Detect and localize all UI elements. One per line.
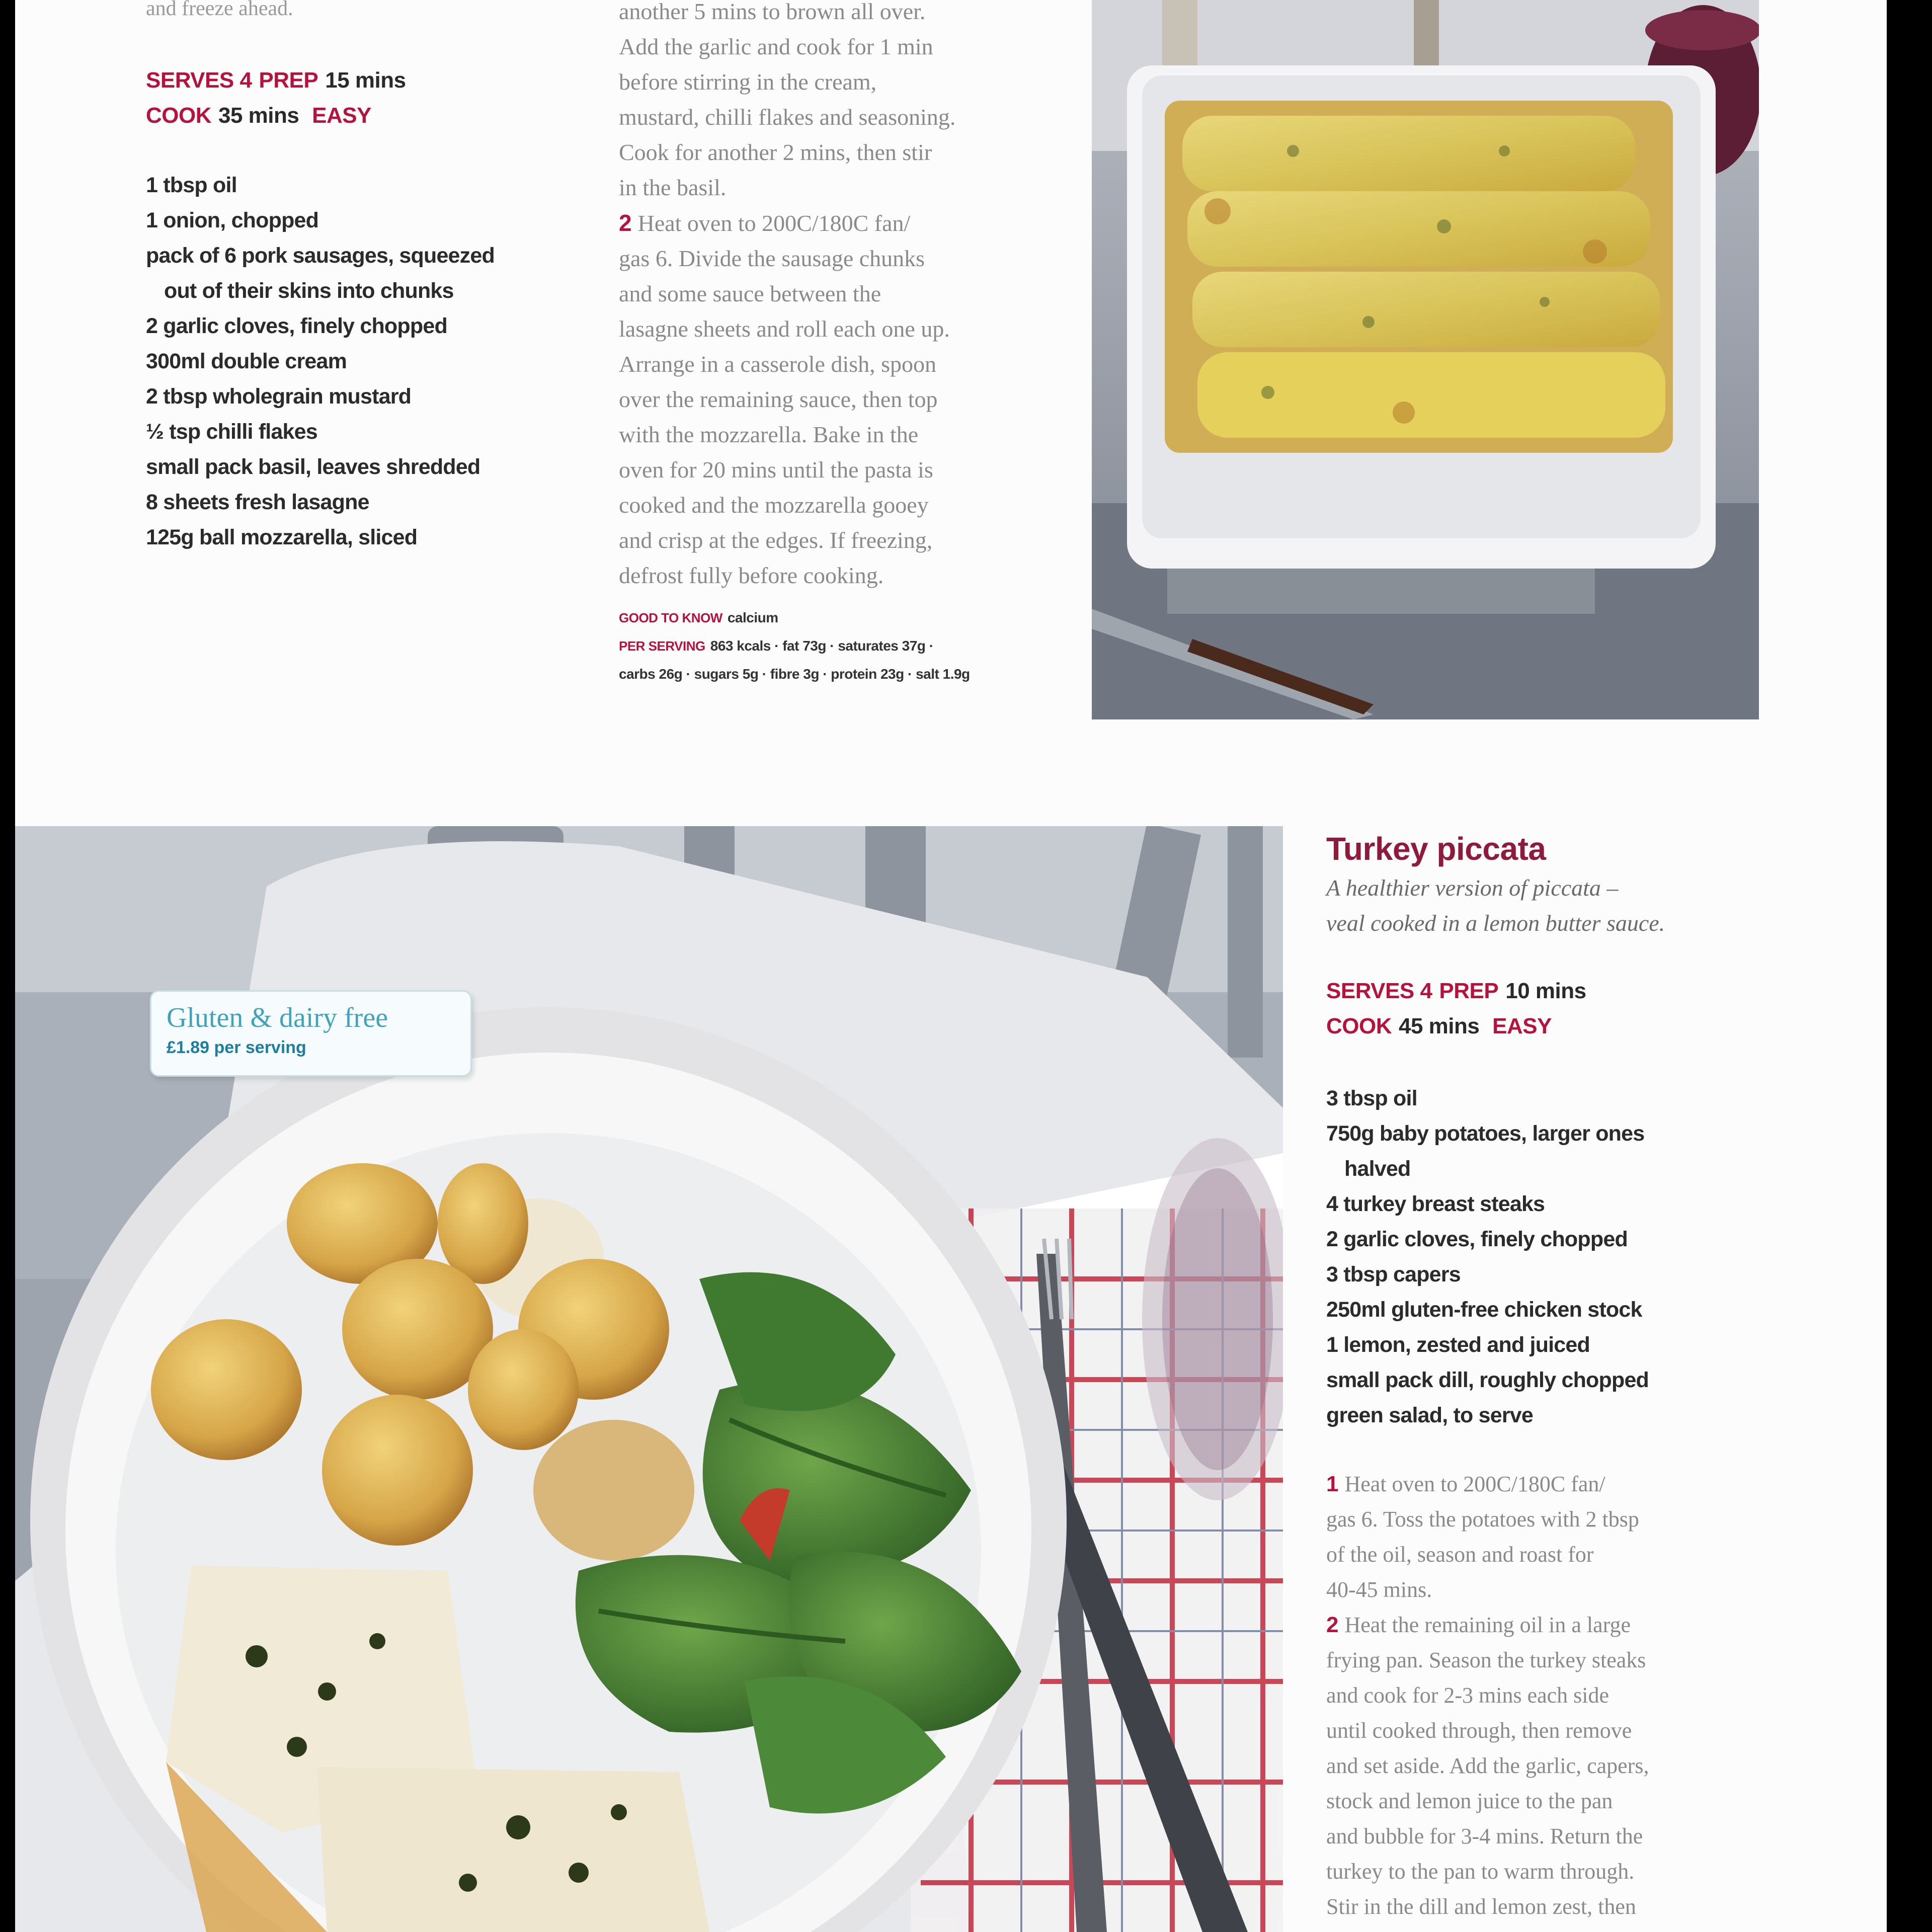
recipe1-prep-value: 15 mins bbox=[325, 68, 406, 93]
ingredient-item: small pack basil, leaves shredded bbox=[146, 455, 480, 479]
ingredient-item: 2 tbsp wholegrain mustard bbox=[146, 384, 412, 409]
ingredient-item: pack of 6 pork sausages, squeezed bbox=[146, 244, 495, 268]
gluten-dairy-free-badge bbox=[150, 990, 472, 1077]
method-line: Add the garlic and cook for 1 min bbox=[619, 34, 933, 59]
recipe1-times bbox=[146, 63, 406, 133]
intro-line: A healthier version of piccata – bbox=[1326, 875, 1619, 901]
method-line: mustard, chilli flakes and seasoning. bbox=[619, 104, 956, 130]
nutrition-line: carbs 26g · sugars 5g · fibre 3g · protein 23g · salt 1.9g bbox=[619, 666, 970, 682]
recipe1-difficulty: EASY bbox=[312, 103, 371, 128]
recipe1-nutrition bbox=[619, 604, 970, 688]
good-to-know-value: calcium bbox=[727, 610, 778, 625]
method-line: until cooked through, then remove bbox=[1326, 1718, 1632, 1743]
ingredient-item: 4 turkey breast steaks bbox=[1326, 1192, 1545, 1216]
step-number: 2 bbox=[619, 210, 632, 236]
ingredient-item: 1 tbsp oil bbox=[146, 173, 237, 197]
recipe1-cook-value: 35 mins bbox=[218, 103, 299, 128]
method-line: oven for 20 mins until the pasta is bbox=[619, 457, 933, 482]
badge-title: Gluten & dairy free bbox=[167, 1002, 388, 1033]
recipe2-ingredients bbox=[1326, 1081, 1649, 1433]
method-line: before stirring in the cream, bbox=[619, 69, 877, 95]
method-line: and set aside. Add the garlic, capers, bbox=[1326, 1753, 1649, 1778]
recipe1-cook-label: COOK bbox=[146, 103, 211, 128]
ingredient-item: 1 lemon, zested and juiced bbox=[1326, 1333, 1590, 1357]
ingredient-item: ½ tsp chilli flakes bbox=[146, 420, 317, 444]
recipe2-intro bbox=[1326, 870, 1665, 941]
recipe2-prep-label: PREP bbox=[1439, 979, 1499, 1003]
method-line: stock and lemon juice to the pan bbox=[1326, 1789, 1613, 1813]
method-line: of the oil, season and roast for bbox=[1326, 1542, 1594, 1567]
recipe2-cook-label: COOK bbox=[1326, 1014, 1392, 1038]
method-line: gas 6. Toss the potatoes with 2 tbsp bbox=[1326, 1507, 1639, 1532]
magazine-page bbox=[15, 0, 1887, 1932]
nutrition-line: 863 kcals · fat 73g · saturates 37g · bbox=[710, 638, 934, 654]
ingredient-item: 2 garlic cloves, finely chopped bbox=[1326, 1227, 1628, 1251]
method-line: Heat oven to 200C/180C fan/ bbox=[637, 210, 911, 236]
ingredient-item: halved bbox=[1344, 1157, 1411, 1181]
method-line: 40-45 mins. bbox=[1326, 1577, 1432, 1602]
method-line: lasagne sheets and roll each one up. bbox=[619, 316, 950, 342]
method-line: turkey to the pan to warm through. bbox=[1326, 1859, 1635, 1884]
ingredient-item: 2 garlic cloves, finely chopped bbox=[146, 314, 447, 338]
recipe2-prep-value: 10 mins bbox=[1505, 979, 1586, 1003]
method-line: cooked and the mozzarella gooey bbox=[619, 492, 929, 518]
step-number: 1 bbox=[1326, 1472, 1339, 1496]
ingredient-item: small pack dill, roughly chopped bbox=[1326, 1368, 1649, 1392]
recipe2-method bbox=[1326, 1467, 1649, 1924]
ingredient-item: 125g ball mozzarella, sliced bbox=[146, 525, 418, 549]
method-line: Arrange in a casserole dish, spoon bbox=[619, 351, 937, 377]
ingredient-item: 250ml gluten-free chicken stock bbox=[1326, 1298, 1642, 1322]
intro-line: veal cooked in a lemon butter sauce. bbox=[1326, 910, 1665, 936]
method-line: with the mozzarella. Bake in the bbox=[619, 422, 919, 447]
recipe1-prep-label: PREP bbox=[259, 68, 318, 93]
method-line: frying pan. Season the turkey steaks bbox=[1326, 1648, 1646, 1672]
step-number: 2 bbox=[1326, 1613, 1339, 1637]
recipe2-serves-label: SERVES 4 bbox=[1326, 979, 1432, 1003]
recipe2-difficulty: EASY bbox=[1492, 1014, 1552, 1038]
method-line: Cook for another 2 mins, then stir bbox=[619, 139, 932, 165]
method-line: and some sauce between the bbox=[619, 281, 881, 306]
method-line: Stir in the dill and lemon zest, then bbox=[1326, 1894, 1636, 1919]
ingredient-item: 1 onion, chopped bbox=[146, 208, 319, 232]
ingredient-item: 750g baby potatoes, larger ones bbox=[1326, 1121, 1645, 1146]
method-line: and crisp at the edges. If freezing, bbox=[619, 527, 933, 553]
method-line: Heat oven to 200C/180C fan/ bbox=[1344, 1472, 1605, 1496]
badge-price: £1.89 per serving bbox=[167, 1038, 306, 1057]
method-line: and cook for 2-3 mins each side bbox=[1326, 1683, 1609, 1708]
per-serving-label: PER SERVING bbox=[619, 638, 705, 654]
good-to-know-label: GOOD TO KNOW bbox=[619, 610, 722, 625]
ingredient-item: 3 tbsp oil bbox=[1326, 1086, 1417, 1110]
recipe2-cook-value: 45 mins bbox=[1399, 1014, 1480, 1038]
method-line: gas 6. Divide the sausage chunks bbox=[619, 246, 925, 271]
ingredient-item: green salad, to serve bbox=[1326, 1403, 1534, 1427]
method-line: over the remaining sauce, then top bbox=[619, 386, 938, 412]
ingredient-item: out of their skins into chunks bbox=[164, 279, 454, 303]
recipe1-serves-label: SERVES 4 bbox=[146, 68, 252, 93]
method-line: another 5 mins to brown all over. bbox=[619, 0, 926, 24]
recipe2-title: Turkey piccata bbox=[1326, 831, 1546, 867]
lasagne-photo-illustration bbox=[1092, 0, 1759, 719]
recipe1-ingredients bbox=[146, 168, 495, 555]
recipe1-method bbox=[619, 0, 955, 593]
recipe1-intro-tail: and freeze ahead. bbox=[146, 0, 293, 20]
method-line: in the basil. bbox=[619, 175, 727, 200]
lasagne-photo bbox=[1092, 0, 1759, 719]
method-line: and bubble for 3-4 mins. Return the bbox=[1326, 1824, 1643, 1848]
ingredient-item: 300ml double cream bbox=[146, 349, 347, 373]
recipe2-times bbox=[1326, 974, 1586, 1044]
method-line: defrost fully before cooking. bbox=[619, 562, 884, 588]
ingredient-item: 3 tbsp capers bbox=[1326, 1262, 1461, 1286]
method-line: Heat the remaining oil in a large bbox=[1344, 1613, 1631, 1637]
ingredient-item: 8 sheets fresh lasagne bbox=[146, 490, 369, 514]
